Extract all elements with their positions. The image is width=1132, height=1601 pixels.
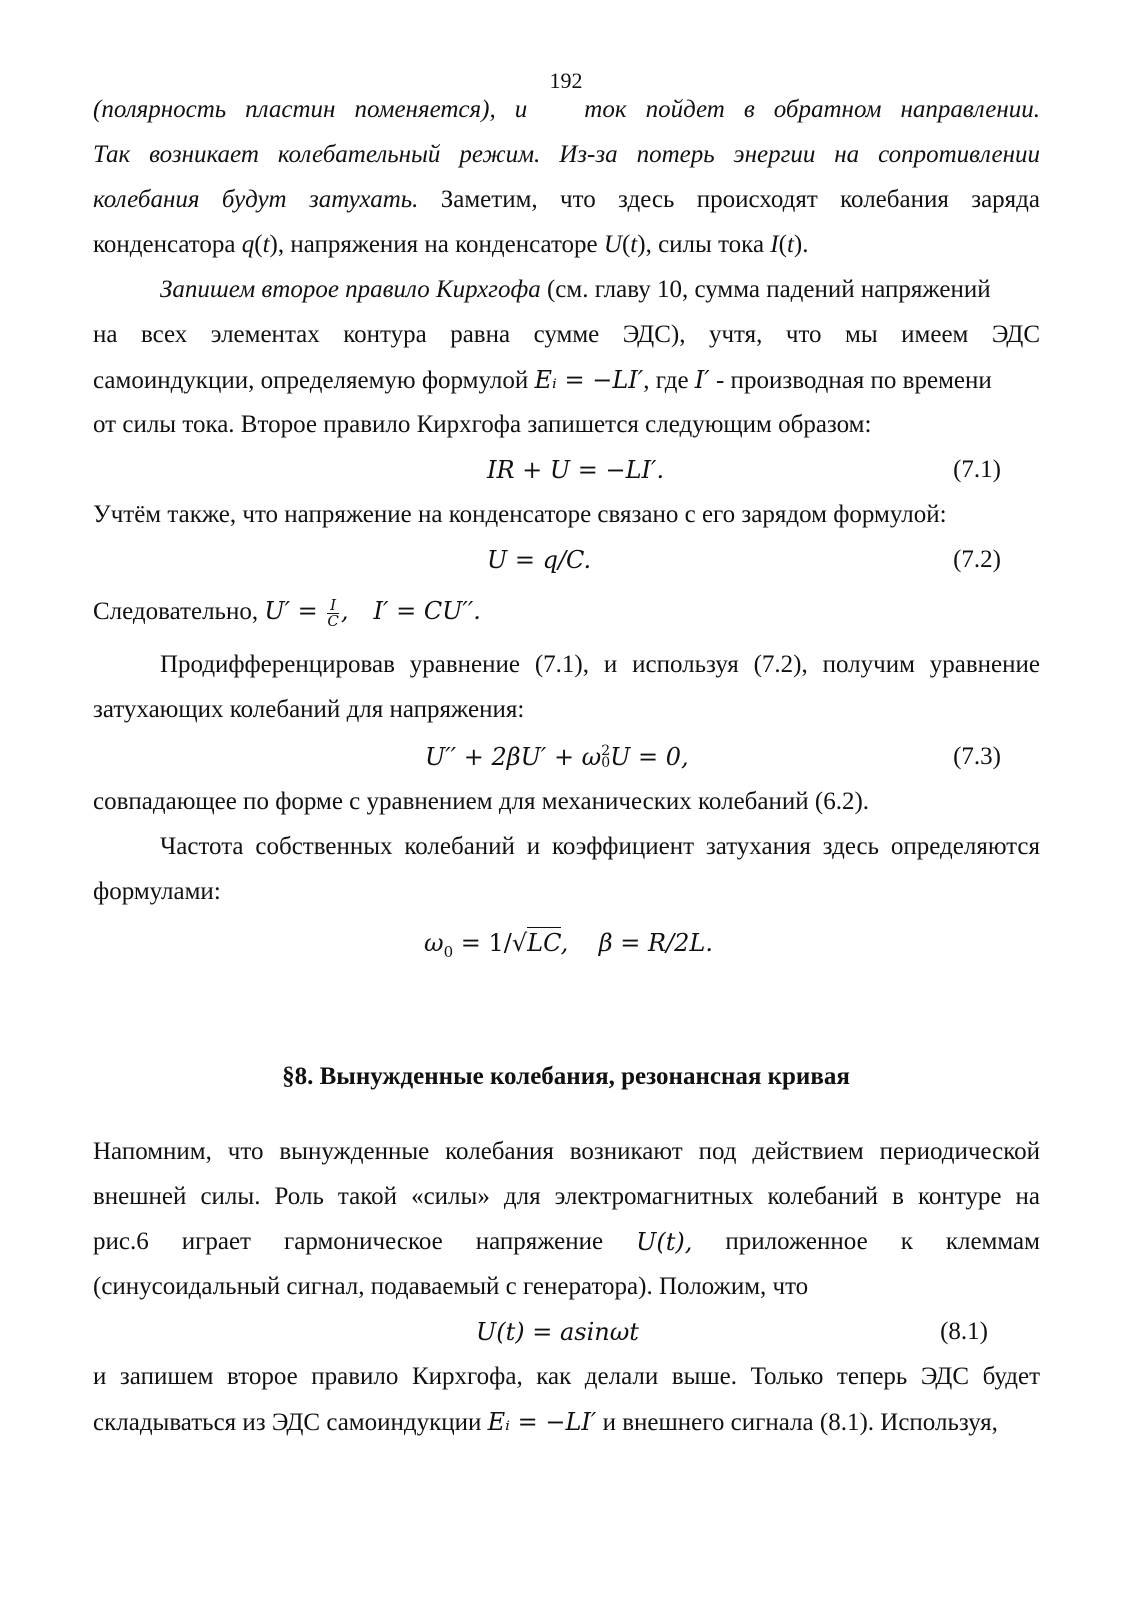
word: рис.6 [93,1228,149,1255]
equation-7-2: U = q/C. [487,546,592,574]
paragraph-2-line-1 [160,275,1040,305]
word: играет [181,1228,251,1255]
text: самоиндукции, определяемую формулой [93,367,535,394]
formula-comma: , [340,597,349,625]
page-number: 192 [549,68,583,93]
text: , где [643,367,695,394]
equation-7-1: IR + U = −LI′. [487,456,665,484]
paragraph-8-line-2: внешней силы. Роль такой «силы» для электромагнитных колебаний в контуре на [93,1183,1040,1210]
formula-beta: β = R/2L. [598,929,713,957]
text: и внешнего сигнала (8.1). Используя, [596,1409,998,1436]
paragraph-3: Учтём также, что напряжение на конденсаторе связано с его зарядом формулой: [93,501,947,528]
text: , напряжения на конденсаторе [277,231,604,258]
text: , силы тока [645,231,771,258]
paragraph-5-line-1: Продифференцировав уравнение (7.1), и используя (7.2), получим уравнение [160,651,1040,678]
formula-part: U = 0, [610,743,689,771]
formula-U-t: U(t), [636,1228,693,1256]
word: к [900,1228,913,1255]
equation-number-7-3: (7.3) [953,743,1001,770]
text-italic: колебания будут затухать. [93,186,419,213]
paragraph-2-line-2: на всех элементах контура равна сумме ЭДС), учтя, что мы имеем ЭДС [93,321,1040,348]
subscript: 0 [601,754,611,771]
paragraph-1-line-4: конденсатора q(t), напряжения на конденсаторе U(t), силы тока I(t). [93,231,809,258]
formula-rhs: I′ = CU′′. [373,597,481,625]
formula-current-derivative: I′ [694,366,710,394]
equation-number-7-2: (7.2) [953,546,1001,573]
var-t: t [786,231,794,258]
paragraph-1-line-1 [93,95,1040,125]
paragraph-6: совпадающее по форме с уравнением для механических колебаний (6.2). [93,788,870,815]
paragraph-7-line-1: Частота собственных колебаний и коэффициент затухания здесь определяются [160,833,1040,860]
word: клеммам [945,1228,1040,1255]
var-U: U [603,231,622,258]
formula-part: = 1/√ [453,929,528,957]
paragraph-9-line-1: и запишем второе правило Кирхгофа, как делали выше. Только теперь ЭДС будет [93,1363,1040,1390]
paragraph-2-line-4: от силы тока. Второе правило Кирхгофа запишется следующим образом: [93,411,872,438]
fraction-numerator: I [327,598,338,614]
fraction-denominator: C [327,611,339,630]
var-t: t [262,231,270,258]
fraction [327,595,339,630]
equation-8-1: U(t) = asinωt [476,1318,639,1346]
paragraph-9-line-2 [93,1407,1040,1438]
sup-sub-stack [601,742,611,771]
paragraph-8-line-4: (синусоидальный сигнал, подаваемый с генератора). Положим, что [93,1273,809,1300]
section-heading: §8. Вынужденные колебания, резонансная кривая [282,1063,850,1090]
radicand: LC [527,929,561,957]
paragraph-4 [93,596,1040,629]
text: - производная по времени [709,367,992,394]
paragraph-2-line-3 [93,365,1040,396]
formula-part: , [560,929,569,957]
paragraph-5-line-2: затухающих колебаний для напряжения: [93,696,525,723]
paragraph-1-line-2 [93,140,1040,170]
superscript: 2 [601,742,611,759]
var-I: I [770,231,779,258]
omega-symbol: ω [424,929,444,957]
text: . [802,231,809,258]
formula-self-induction-emf: Eᵢ = −LI′ [487,1408,597,1436]
text-italic: Запишем второе правило Кирхгофа [160,276,541,303]
formula-part: U′′ + 2βU′ + ω [425,743,602,771]
text-italic: ток пойдет в обратном направлении. [584,96,1040,123]
paragraph-8-line-1: Напомним, что вынужденные колебания возникают под действием периодической [93,1138,1040,1165]
text: Следовательно, [93,598,265,625]
text: (см. главу 10, сумма падений напряжений [540,276,991,303]
var-q: q [241,231,255,258]
formula-self-induction-emf: Eᵢ = −LI′ [534,366,644,394]
subscript: 0 [443,942,454,961]
equation-number-7-1: (7.1) [953,456,1001,483]
text-italic: (полярность пластин поменяется), и [93,96,528,123]
paragraph-8-line-3 [93,1227,1040,1257]
text-italic: Так возникает колебательный режим. Из-за потерь энергии на сопротивлении [93,141,1040,168]
text: складываться из ЭДС самоиндукции [93,1409,488,1436]
formula-lhs: U′ = [264,597,326,625]
equation-7-3 [425,742,689,772]
text: Заметим, что здесь происходят колебания заряда [418,186,1040,213]
var-t: t [630,231,638,258]
word: приложенное [725,1228,868,1255]
word: гармоническое [284,1228,443,1255]
equation-omega-beta [424,928,713,967]
text: конденсатора [93,231,242,258]
paragraph-1-line-3 [93,185,1040,215]
word: напряжение [475,1228,604,1255]
equation-number-8-1: (8.1) [940,1318,988,1345]
paragraph-7-line-2: формулами: [93,878,221,905]
